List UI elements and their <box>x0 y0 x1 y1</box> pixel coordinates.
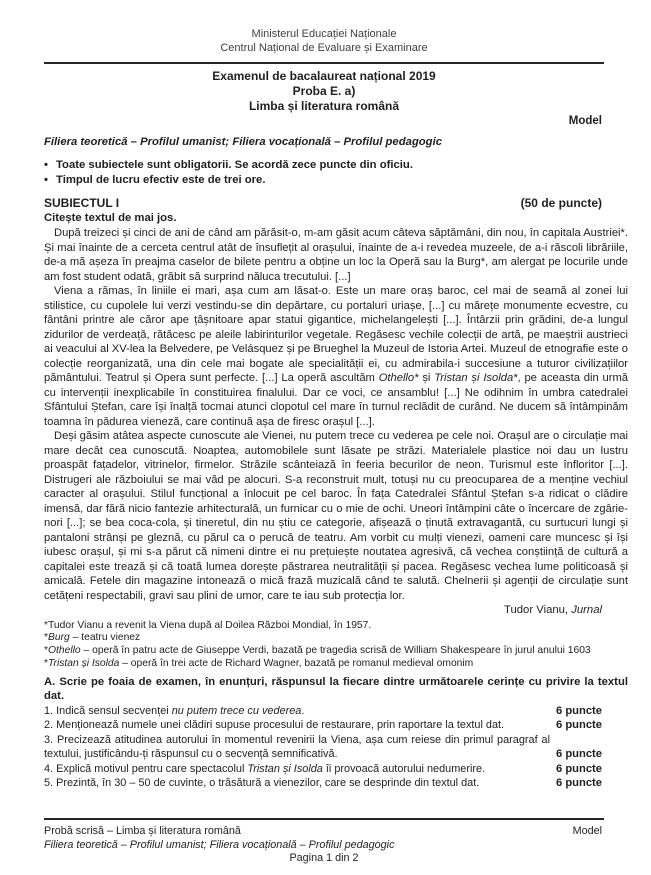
evaluation-center-name: Centrul Național de Evaluare și Examinare <box>220 41 428 54</box>
question-3 <box>44 733 628 762</box>
section-a <box>44 675 628 791</box>
subject-heading-row <box>44 196 628 211</box>
model-label: Model <box>568 115 602 127</box>
question-1 <box>44 704 628 719</box>
bullet-icon: • <box>44 174 48 186</box>
ministry-name: Ministerul Educației Naționale <box>251 28 397 40</box>
question-4 <box>44 762 628 777</box>
exam-text <box>44 226 628 603</box>
footnote: *Tristan și Isolda – operă în trei acte de Richard Wagner, bazată pe romanul medieval omonim <box>44 657 474 669</box>
question-5 <box>44 776 628 791</box>
title-block <box>44 69 604 114</box>
filiera-line: Filiera teoretică – Profilul umanist; Filiera vocațională – Profilul pedagogic <box>44 136 443 148</box>
header-divider <box>44 62 604 64</box>
footer-divider <box>44 818 604 820</box>
author-signature: Tudor Vianu, Jurnal <box>504 604 602 616</box>
question-points: 6 puncte <box>555 719 602 732</box>
page-footer <box>44 818 628 866</box>
question-points: 6 puncte <box>555 762 602 775</box>
subject-heading: SUBIECTUL I <box>44 196 120 210</box>
notice-text: Timpul de lucru efectiv este de trei ore. <box>56 174 266 186</box>
question-text: 2. Menționează numele unei clădiri supuse procesului de restaurare, prin raportare la textul dat. <box>44 719 505 732</box>
bullet-icon: • <box>44 159 48 171</box>
page-number: Pagina 1 din 2 <box>289 852 359 864</box>
section-a-intro: A. Scrie pe foaia de examen, în enunțuri, răspunsul la fiecare dintre următoarele cerințe cu privire la textul dat. <box>44 675 628 703</box>
subject-points: (50 de puncte) <box>520 196 602 210</box>
question-points: 6 puncte <box>555 704 602 717</box>
notice-item <box>44 158 628 173</box>
footnotes <box>44 620 628 671</box>
question-points: 6 puncte <box>555 777 602 790</box>
read-instruction: Citește textul de mai jos. <box>44 212 177 224</box>
footer-model: Model <box>572 825 602 837</box>
footnote: *Burg – teatru vienez <box>44 632 141 644</box>
footer-proba: Probă scrisă – Limba și literatura română <box>44 825 241 837</box>
footer-filiera: Filiera teoretică – Profilul umanist; Filiera vocațională – Profilul pedagogic <box>44 838 395 851</box>
footer-row <box>44 825 628 839</box>
paragraph: Viena a rămas, în liniile ei mari, așa cum am lăsat-o. Este un mare oraș baroc, cel mai de seamă al zonei lui stilistice, cu cupolele lui verzi vestindu-se din depărtare, cu portaluri uriașe, [...] cu mărețe monumente ecvestre, cu fântâni printre ale căror ape țâșnitoare apar statui gigantice, michelangelești [...]. Întârzii prin grădini, de-a lungul zidurilor de verdeață, rătăcesc pe aleile labirinturilor vegetale. Regăsesc vechile colecții de artă, pe maeștrii austrieci ai veacului al XV-lea la Belvedere, pe Velásquez și pe Brueghel la Muzeul de Istoria Artei. Muzeul de etnografie este o colecție reorganizată, una din cele mai bogate ale specialității ei, cu admirabila-i succesiune a tuturor civilizațiilor pământului. Teatrul și Opera sunt perfecte. [...] La operă ascultăm Othello* și Tristan și Isolda*, pe aceasta din urmă cu intervenții inexplicabile în constituirea finalului. Dar ce voci, ce ansamblu! [...] Ne odihnim în umbra catedralei Sfântului Ștefan, care își înalță tocmai atunci clopotul cel mare în turnul reclădit de curând. Ne ducem să întâmpinăm toamna în pădurea vieneză, care continuă așa de firesc orașul [...]. <box>44 285 628 428</box>
notice-item <box>44 173 628 188</box>
exam-proba: Proba E. a) <box>292 84 356 98</box>
notices <box>44 158 628 188</box>
footnote: *Othello – operă în patru acte de Giuseppe Verdi, bazată pe tragedia scrisă de William Shakespeare în jurul anului 1603 <box>44 645 591 657</box>
paragraph: După treizeci și cinci de ani de când am părăsit-o, m-am găsit acum câteva săptămâni, din nou, în capitala Austriei*. Și mai înainte de a cerceta centrul atât de însuflețit al orașului, înainte de a-i revedea muzeele, de a-i răscoli librăriile, de-a mă așeza în preajma caselor de bilete pentru a obține un loc la Operă sau la Burg*, am alergat pe locurile unde am fost student odată, grăbit să surprind năluca trecutului. [...] <box>44 227 628 283</box>
question-points: 6 puncte <box>555 748 602 761</box>
paragraph: Deși găsim atâtea aspecte cunoscute ale Vienei, nu putem trece cu vederea pe cele noi. Orașul are o circulație mai mare decât cea cunoscută. Noaptea, automobilele sunt lăsate pe străzi. Materialele plastice noi dau un lustru proaspăt fațadelor, vitrinelor, firmelor. Străzile scânteiază în feeria becurilor de neon. Turismul este înfloritor [...]. Distrugeri ale războiului se mai văd pe alocuri. S-a reconstruit mult, totuși nu cu preocuparea de a menține vechiul caracter al orașului. Stilul funcțional a înlocuit pe cel baroc. În fața Catedralei Sfântul Ștefan s-a ridicat o clădire imensă, dar fără nicio fantezie arhitecturală, un furnicar cu o mie de ochi. Uneori întâmpini câte o încercare de zgârie-nori [...]; se bea coca-cola, și tineretul, din nu știu ce categorie, afișează o ținută extravagantă, cu surtucuri lungi și pantaloni strânși pe gleznă, cu părul ca o perucă de teatru. Am vorbit cu mulți vienezi, oameni care muncesc și își iubesc orașul, și mi s-a părut că nimeni dintre ei nu prețuiește noutatea agresivă, că vechea conștiință de cultură a capitalei este trează și că toată lumea dorește păstrarea neutralității și pacea. Regăsesc vechea lume politicoasă și amicală. Fetele din magazine intonează o mică frază muzicală când te salută. Chelnerii și agenții de circulație sunt cetățeni respectabili, gravi sau plini de umor, care te iau sub protecția lor. <box>44 430 628 602</box>
ministry-header <box>44 28 604 55</box>
question-text: 1. Indică sensul secvenței nu putem trece cu vederea. <box>44 704 305 717</box>
question-text: 4. Explică motivul pentru care spectacolul Tristan și Isolda îi provoacă autorului nedumerire. <box>44 762 486 775</box>
footnote: *Tudor Vianu a revenit la Viena după al Doilea Război Mondial, în 1957. <box>44 619 372 631</box>
question-text: 3. Precizează atitudinea autorului în momentul revenirii la Viena, așa cum reiese din primul paragraf al textului, justificându-ți răspunsul cu o secvență semnificativă. <box>44 733 550 761</box>
question-2 <box>44 718 628 733</box>
notice-text: Toate subiectele sunt obligatorii. Se acordă zece puncte din oficiu. <box>56 159 413 171</box>
question-text: 5. Prezintă, în 30 – 50 de cuvinte, o trăsătură a vienezilor, care se desprinde din textul dat. <box>44 777 480 790</box>
exam-subject: Limba și literatura română <box>248 99 400 113</box>
exam-title: Examenul de bacalaureat național 2019 <box>212 69 436 83</box>
